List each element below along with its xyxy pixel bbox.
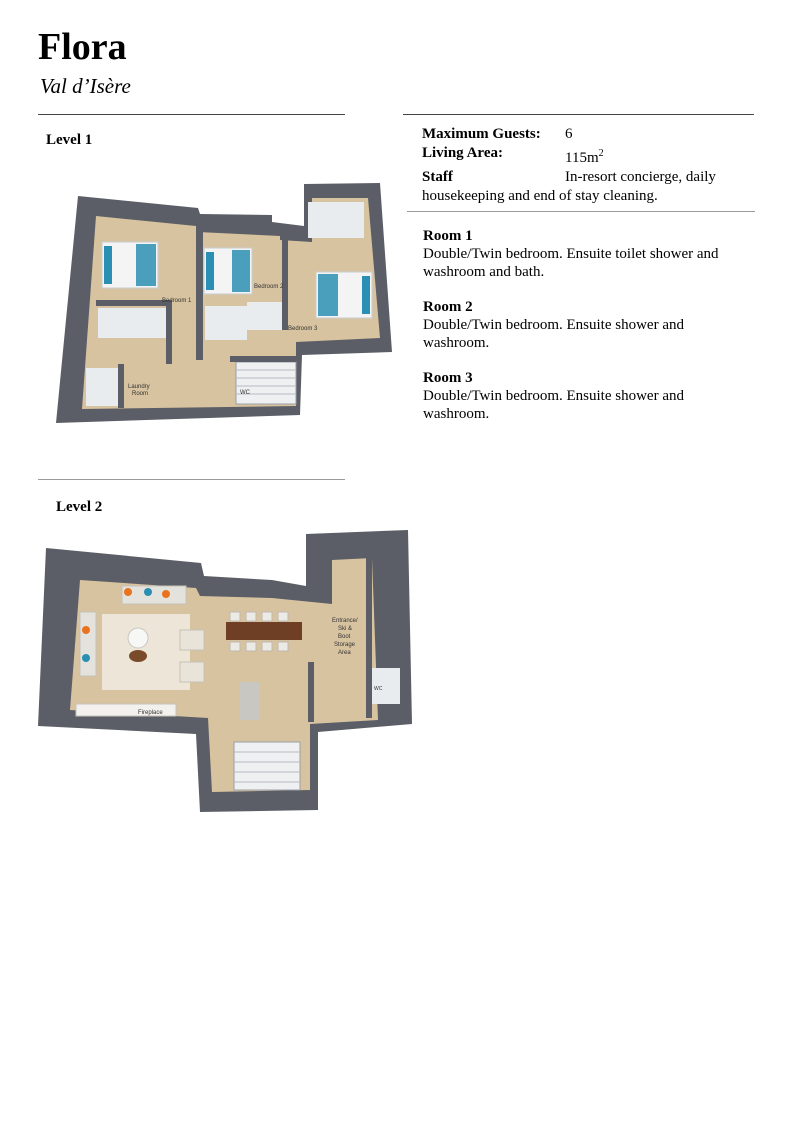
room-title: Room 1 (423, 228, 473, 244)
label-laundry-room: Room (132, 391, 149, 397)
side-table (129, 650, 147, 662)
divider-left-top (38, 114, 345, 115)
guests-label: Maximum Guests: (422, 126, 541, 142)
room-description: Double/Twin bedroom. Ensuite toilet shower and washroom and bath. (423, 246, 719, 280)
rooms-list (423, 227, 753, 440)
divider-right-top (403, 114, 754, 115)
bathroom-2 (205, 306, 247, 340)
staff-row (422, 168, 752, 187)
stairs (236, 362, 296, 404)
staff-label: Staff (422, 169, 453, 185)
room-1 (423, 227, 753, 281)
label-wc: WC (240, 390, 250, 396)
coffee-table (128, 628, 148, 648)
page-subtitle: Val d’Isère (40, 74, 131, 98)
area-number: 115m (565, 150, 599, 166)
staff-value: In-resort concierge, daily (565, 169, 716, 185)
label-entrance-3: Boot (338, 634, 351, 640)
property-details (422, 125, 752, 206)
floorplan-level-2 (36, 528, 416, 813)
living-rug (102, 614, 190, 690)
stairs (234, 742, 300, 790)
laundry-room (86, 368, 120, 406)
area-label: Living Area: (422, 145, 503, 161)
area-unit-sup: 2 (598, 148, 604, 159)
label-fireplace: Fireplace (138, 710, 163, 716)
room-title: Room 2 (423, 299, 473, 315)
page-title: Flora (38, 26, 127, 68)
bathroom-1 (98, 308, 168, 338)
room-3 (423, 369, 753, 423)
guests-row (422, 125, 752, 144)
level-1-label: Level 1 (46, 132, 93, 148)
label-entrance-1: Entrance/ (332, 618, 358, 624)
floorplan-level-1 (50, 180, 395, 425)
room-2 (423, 298, 753, 352)
shower-top (308, 202, 364, 238)
room-description: Double/Twin bedroom. Ensuite shower and washroom. (423, 317, 684, 351)
bathroom-3 (247, 302, 283, 330)
area-row (422, 144, 752, 168)
armchair-1 (180, 630, 204, 650)
level-2-label: Level 2 (56, 499, 103, 515)
label-wc: WC (374, 686, 383, 692)
guests-value: 6 (565, 126, 573, 142)
divider-left-mid (38, 479, 345, 480)
dining-table (226, 622, 302, 640)
kitchen-island (240, 682, 260, 720)
label-bedroom-1: Bedroom 1 (162, 298, 192, 304)
bed-3 (316, 272, 372, 318)
label-bedroom-3: Bedroom 3 (288, 326, 318, 332)
room-description: Double/Twin bedroom. Ensuite shower and washroom. (423, 388, 684, 422)
divider-right-mid (407, 211, 755, 212)
staff-value-continued: housekeeping and end of stay cleaning. (422, 188, 658, 204)
label-bedroom-2: Bedroom 2 (254, 284, 284, 290)
bed-1 (102, 242, 158, 288)
bed-2 (204, 248, 252, 294)
label-laundry: Laundry (128, 384, 150, 390)
label-entrance-2: Ski & (338, 626, 353, 632)
area-value (565, 144, 604, 168)
armchair-2 (180, 662, 204, 682)
label-entrance-4: Storage (334, 642, 356, 648)
label-entrance-5: Area (338, 650, 351, 656)
room-title: Room 3 (423, 370, 473, 386)
